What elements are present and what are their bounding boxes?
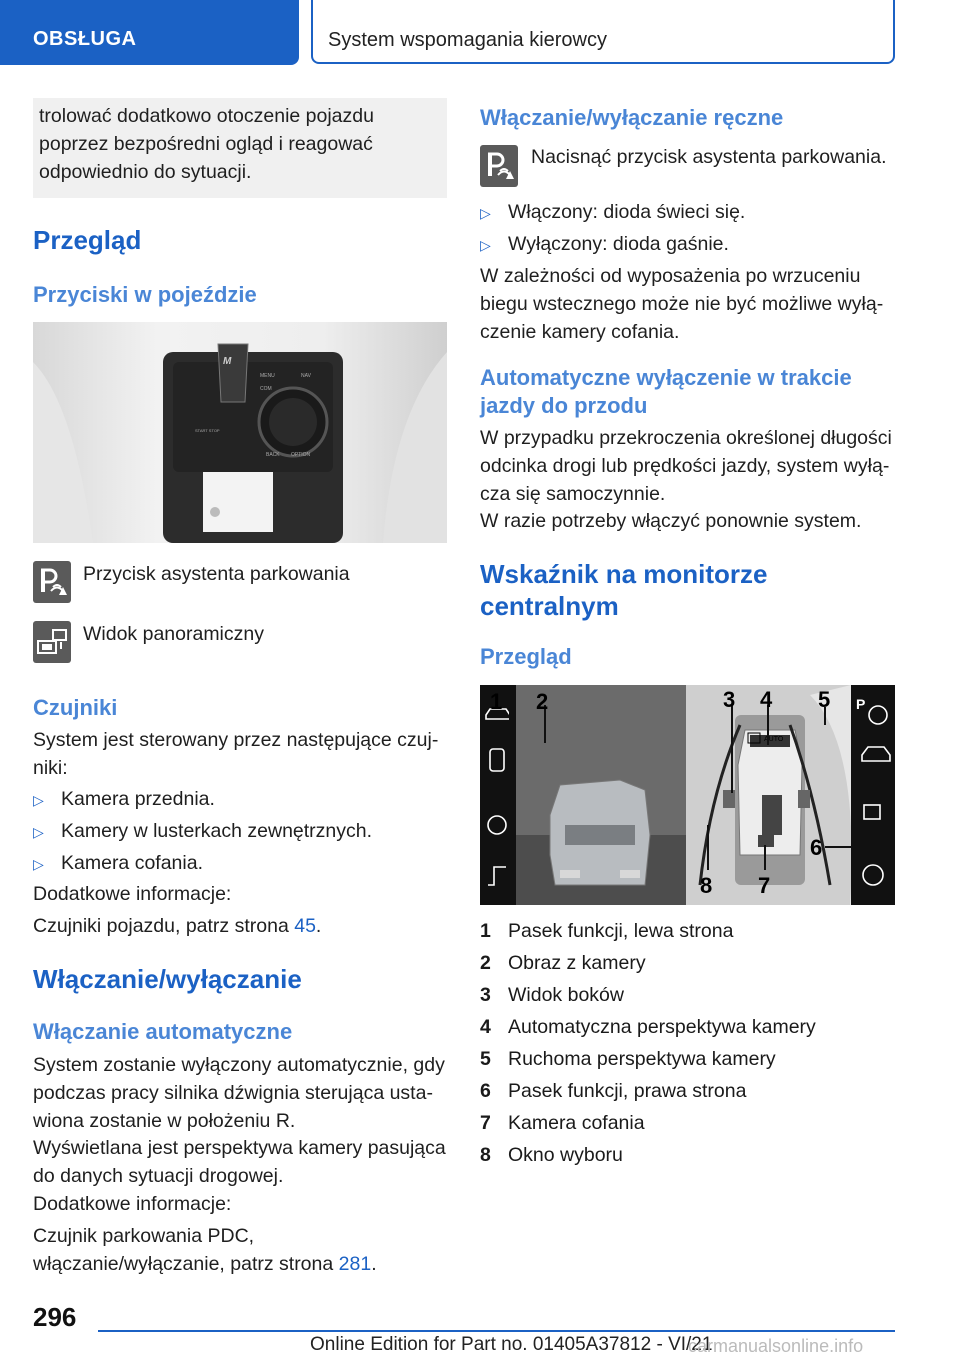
list-item: ▷ Wyłączony: dioda gaśnie. [480,230,894,262]
heading-wlaczanie: Włączanie/wyłączanie [33,964,302,994]
btn1-label: Przycisk asystenta parkowania [83,563,350,585]
legend-item: 3 Widok boków [480,984,624,1006]
page-number: 296 [33,1302,77,1332]
reczne-paragraph-2: W zależności od wyposażenia po wrzuceniu biegu wstecznego może nie być możliwe wyłączenie kamery cofania. [480,265,884,343]
list-item: ▷ Kamery w lusterkach zewnętrznych. [33,817,447,849]
screen-auto-label: AUTO [764,736,784,743]
console-com-label: COM [260,386,272,392]
auto-off-paragraph-1: W przypadku przekroczenia określonej długości odcinka drogi lub prędkości jazdy, system wyłącza się samoczynnie. [480,427,892,505]
heading-przeglad-2: Przegląd [480,644,572,669]
btn2-label: Widok panoramiczny [83,623,264,645]
heading-przeglad: Przegląd [33,225,142,255]
list-item: ▷ Włączony: dioda świeci się. [480,198,894,230]
heading-przyciski: Przyciski w pojeździe [33,282,257,307]
note-text: trolować dodatkowo otoczenie pojazdu poprzez bezpośredni ogląd i reagować odpowiednio do sytuacji. [39,105,374,183]
bullet-triangle-icon: ▷ [33,792,44,808]
reczne-list [480,198,894,262]
console-start-stop-label: START STOP [195,428,220,433]
legend-item: 7 Kamera cofania [480,1112,645,1134]
chapter-tab [311,0,895,64]
page-link-45[interactable]: 45 [294,915,316,937]
czujniki-list [33,785,447,881]
heading-czujniki: Czujniki [33,695,118,720]
console-nav-label: NAV [301,373,311,379]
screen-p-label: P [856,696,866,712]
watermark: carmanualsonline.info [688,1336,864,1356]
callout-4: 4 [760,687,773,712]
heading-wlaczanie-auto: Włączanie automatyczne [33,1019,293,1044]
section-title: OBSŁUGA [33,28,137,50]
list-item: ▷ Kamera cofania. [33,849,447,881]
auto-paragraph-1: System zostanie wyłączony automatycznie, gdy podczas pracy silnika dźwignia sterująca ustawiona zostanie w położeniu R. [33,1054,445,1132]
callout-5: 5 [818,687,831,712]
ref2: Czujnik parkowania PDC, włączanie/wyłączanie, patrz strona 281. [33,1225,377,1275]
more-info-2: Dodatkowe informacje: [33,1193,232,1215]
bullet-triangle-icon: ▷ [480,205,491,221]
list-item: ▷ Kamera przednia. [33,785,447,817]
callout-1: 1 [490,689,503,714]
bullet-triangle-icon: ▷ [33,856,44,872]
note-box [33,98,447,198]
central-monitor-image [480,685,895,905]
callout-6: 6 [810,835,823,860]
legend-item: 6 Pasek funkcji, prawa strona [480,1080,747,1102]
console-menu-label: MENU [260,373,275,379]
park-assist-icon [480,145,518,187]
heading-wskaznik: Wskaźnik na monitorze centralnym [480,559,768,621]
legend-item: 5 Ruchoma perspektywa kamery [480,1048,776,1070]
section-tab [0,0,299,65]
park-assist-icon [33,561,71,603]
legend-item: 1 Pasek funkcji, lewa strona [480,920,734,942]
more-info-1: Dodatkowe informacje: [33,883,232,905]
auto-off-paragraph-2: W razie potrzeby włączyć ponownie system. [480,510,862,532]
page-link-281[interactable]: 281 [338,1253,372,1275]
callout-7: 7 [758,873,771,898]
svg-text:M: M [223,356,232,367]
console-back-label: BACK [266,452,280,458]
legend-item: 8 Okno wyboru [480,1144,623,1166]
czujniki-intro: System jest sterowany przez następujące czujniki: [33,729,439,779]
callout-8: 8 [700,873,713,898]
ref1: Czujniki pojazdu, patrz strona 45. [33,915,322,937]
legend-item: 4 Automatyczna perspektywa kamery [480,1016,816,1038]
heading-auto-off: Automatyczne wyłączenie w trakcie jazdy do przodu [480,365,852,418]
reczne-paragraph: Nacisnąć przycisk asystenta parkowania. [531,146,887,168]
footer-divider [98,1330,895,1332]
chapter-title: System wspomagania kierowcy [328,29,607,51]
footer-edition: Online Edition for Part no. 01405A37812 - VI/21 [310,1334,713,1355]
legend-item: 2 Obraz z kamery [480,952,646,974]
auto-paragraph-2: Wyświetlana jest perspektywa kamery pasująca do danych sytuacji drogowej. [33,1137,446,1187]
console-option-label: OPTION [291,452,311,458]
heading-reczne: Włączanie/wyłączanie ręczne [480,105,784,130]
callout-3: 3 [723,687,736,712]
bullet-triangle-icon: ▷ [33,824,44,840]
legend-list [480,915,894,1171]
callout-2: 2 [536,689,549,714]
console-photo [33,322,447,543]
bullet-triangle-icon: ▷ [480,237,491,253]
panorama-view-icon [33,621,71,663]
